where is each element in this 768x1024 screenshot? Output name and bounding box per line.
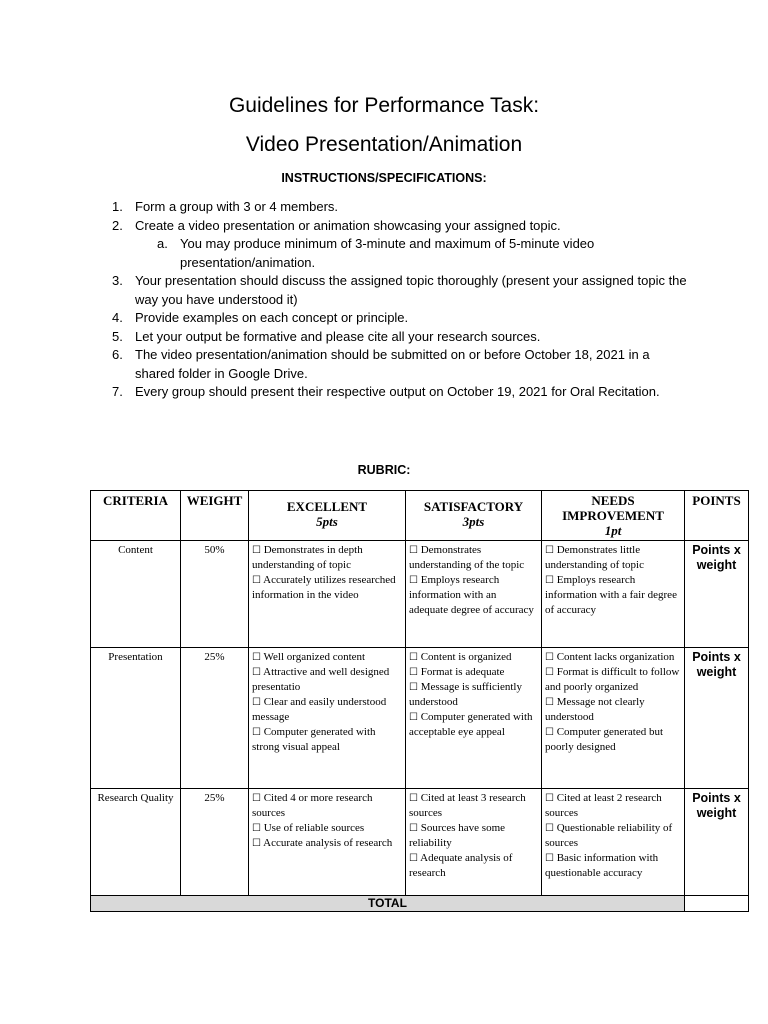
checkbox-icon: ☐ [545,727,554,738]
criterion-item: ☐ Basic information with questionable accuracy [545,852,659,879]
total-label: TOTAL [91,896,685,912]
criterion-item: ☐ Accurately utilizes researched information in the video [252,574,396,601]
points-cell: Points x weight [685,648,749,789]
criterion-item: ☐ Well organized content [252,651,366,663]
satisfactory-cell [406,789,542,896]
criterion-item: ☐ Demonstrates understanding of the topic [409,544,525,571]
criterion-item: ☐ Cited 4 or more research sources [252,792,373,819]
weight-cell: 25% [181,648,249,789]
criteria-cell: Content [91,541,181,648]
rubric-row-content [91,541,749,648]
header-points: POINTS [685,491,749,541]
instructions-list [112,198,692,402]
satisfactory-cell [406,648,542,789]
checkbox-icon: ☐ [409,667,418,678]
criterion-item: ☐ Computer generated with acceptable eye appeal [409,711,533,738]
instruction-item: 1. Form a group with 3 or 4 members. [112,199,339,214]
checkbox-icon: ☐ [252,793,261,804]
criterion-item: ☐ Cited at least 3 research sources [409,792,526,819]
checkbox-icon: ☐ [409,853,418,864]
checkbox-icon: ☐ [545,652,554,663]
criterion-item: ☐ Message is sufficiently understood [409,681,522,708]
checkbox-icon: ☐ [252,667,261,678]
instructions-heading: INSTRUCTIONS/SPECIFICATIONS: [281,171,487,185]
header-satisfactory: SATISFACTORY 3pts [406,491,542,541]
criterion-item: ☐ Computer generated but poorly designed [545,726,664,753]
needs-improvement-cell [542,648,685,789]
instruction-item: 3. Your presentation should discuss the assigned topic thoroughly (present your assigned topic the way you have understood it) [112,273,687,307]
criterion-item: ☐ Employs research information with a fair degree of accuracy [545,574,677,616]
instruction-subitem: a. You may produce minimum of 3-minute and maximum of 5-minute video presentation/animation. [157,236,595,270]
needs-improvement-cell [542,789,685,896]
checkbox-icon: ☐ [252,697,261,708]
header-excellent: EXCELLENT 5pts [249,491,406,541]
criterion-item: ☐ Format is difficult to follow and poorly organized [545,666,680,693]
excellent-cell [249,789,406,896]
criterion-item: ☐ Demonstrates little understanding of topic [545,544,644,571]
checkbox-icon: ☐ [545,793,554,804]
checkbox-icon: ☐ [545,575,554,586]
checkbox-icon: ☐ [545,697,554,708]
checkbox-icon: ☐ [252,652,261,663]
criterion-item: ☐ Adequate analysis of research [409,852,513,879]
criterion-item: ☐ Use of reliable sources [252,822,365,834]
criterion-item: ☐ Attractive and well designed presentatio [252,666,390,693]
checkbox-icon: ☐ [545,853,554,864]
excellent-cell [249,648,406,789]
page-subtitle: Video Presentation/Animation [245,133,523,156]
criterion-item: ☐ Accurate analysis of research [252,837,393,849]
checkbox-icon: ☐ [545,823,554,834]
rubric-header-row [91,491,749,541]
criterion-item: ☐ Content lacks organization [545,651,675,663]
checkbox-icon: ☐ [252,575,261,586]
instruction-item: 2. Create a video presentation or animation showcasing your assigned topic. [112,217,561,233]
criteria-cell: Research Quality [91,789,181,896]
instruction-item: 4. Provide examples on each concept or principle. [112,310,409,325]
instruction-item: 6. The video presentation/animation should be submitted on or before October 18, 2021 in a shared folder in Google Drive. [112,347,650,381]
criterion-item: ☐ Clear and easily understood message [252,696,387,723]
checkbox-icon: ☐ [252,545,261,556]
rubric-row-research-quality [91,789,749,896]
checkbox-icon: ☐ [409,712,418,723]
rubric-total-row [91,896,749,912]
checkbox-icon: ☐ [252,727,261,738]
criterion-item: ☐ Message not clearly understood [545,696,645,723]
rubric-row-presentation [91,648,749,789]
criterion-item: ☐ Demonstrates in depth understanding of topic [252,544,363,571]
checkbox-icon: ☐ [252,823,261,834]
satisfactory-cell [406,541,542,648]
needs-improvement-cell [542,541,685,648]
checkbox-icon: ☐ [409,575,418,586]
points-cell: Points x weight [685,541,749,648]
header-criteria: CRITERIA [91,491,181,541]
checkbox-icon: ☐ [409,793,418,804]
instruction-item: 5. Let your output be formative and please cite all your research sources. [112,328,541,344]
weight-cell: 25% [181,789,249,896]
criterion-item: ☐ Sources have some reliability [409,822,506,849]
total-points-cell [685,896,749,912]
criterion-item: ☐ Employs research information with an adequate degree of accuracy [409,574,534,616]
header-weight: WEIGHT [181,491,249,541]
checkbox-icon: ☐ [409,652,418,663]
checkbox-icon: ☐ [409,545,418,556]
checkbox-icon: ☐ [545,545,554,556]
criteria-cell: Presentation [91,648,181,789]
page-title: Guidelines for Performance Task: [228,94,540,117]
criterion-item: ☐ Format is adequate [409,666,505,678]
criterion-item: ☐ Cited at least 2 research sources [545,792,662,819]
rubric-heading: RUBRIC: [357,463,411,477]
excellent-cell [249,541,406,648]
weight-cell: 50% [181,541,249,648]
checkbox-icon: ☐ [409,682,418,693]
checkbox-icon: ☐ [545,667,554,678]
criterion-item: ☐ Computer generated with strong visual appeal [252,726,376,753]
criterion-item: ☐ Content is organized [409,651,512,663]
criterion-item: ☐ Questionable reliability of sources [545,822,673,849]
checkbox-icon: ☐ [252,838,261,849]
checkbox-icon: ☐ [409,823,418,834]
header-needs-improvement: NEEDS IMPROVEMENT 1pt [542,491,685,541]
instruction-item: 7. Every group should present their respective output on October 19, 2021 for Oral Recitation. [112,384,660,399]
rubric-table [90,490,749,912]
points-cell: Points x weight [685,789,749,896]
